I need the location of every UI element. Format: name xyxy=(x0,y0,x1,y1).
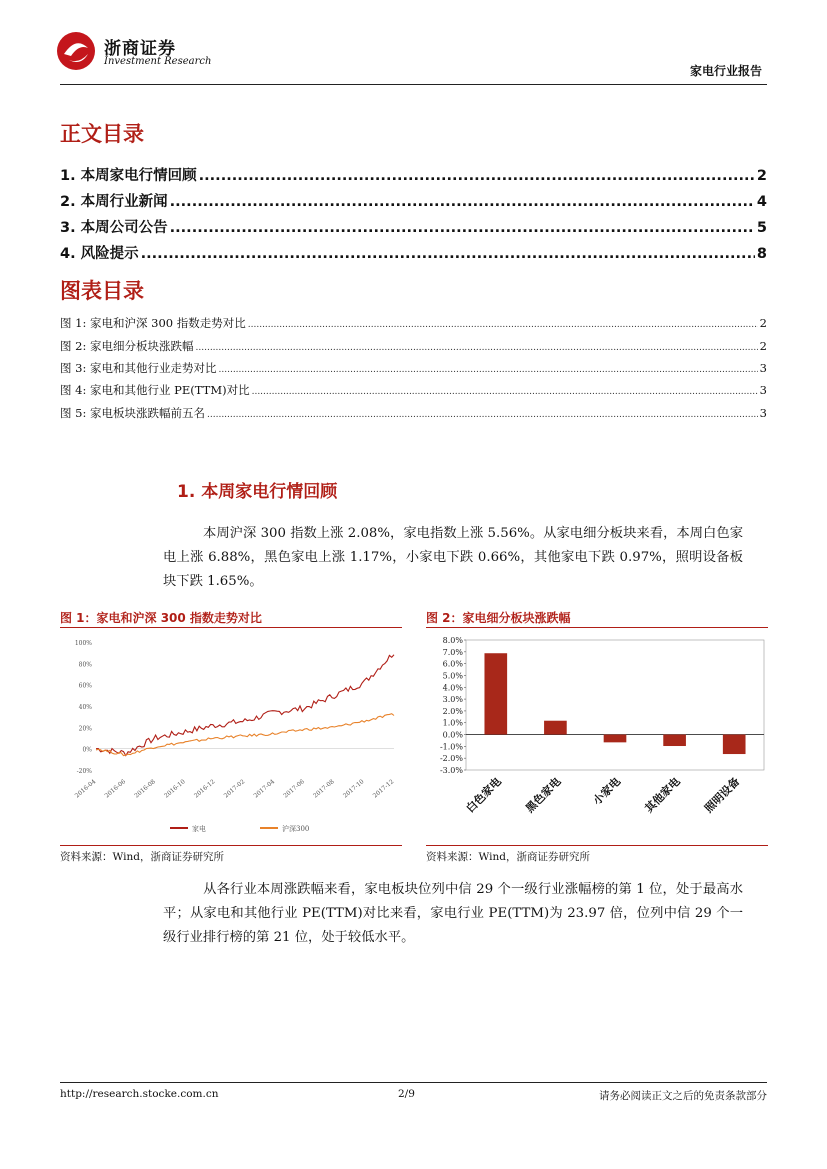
figure2-bottom-rule xyxy=(426,845,768,846)
figure-toc-leader xyxy=(248,320,758,330)
x-tick-label: 2016-04 xyxy=(73,778,98,800)
y-tick-label: 40% xyxy=(78,704,92,711)
x-tick-label: 2017-02 xyxy=(222,778,247,800)
figure-toc-item[interactable] xyxy=(60,315,767,331)
figure-toc-leader xyxy=(207,410,758,420)
paragraph xyxy=(163,522,743,594)
series-line xyxy=(96,714,394,756)
figure-toc-leader xyxy=(252,387,758,397)
y-tick-label: 2.0% xyxy=(442,706,463,716)
header-divider xyxy=(60,84,767,85)
y-tick-label: 8.0% xyxy=(442,636,463,645)
y-tick-label: 7.0% xyxy=(442,647,463,657)
toc-item-label: 4. 风险提示 xyxy=(60,246,139,262)
figure-toc-page: 2 xyxy=(759,339,767,353)
section-heading: 1. 本周家电行情回顾 xyxy=(177,482,338,502)
company-logo-icon xyxy=(55,30,97,72)
x-tick-label: 2017-10 xyxy=(341,778,366,800)
figure2-title-rule xyxy=(426,627,768,628)
toc-item[interactable] xyxy=(60,164,767,185)
paragraph-text: 本周沪深 300 指数上涨 2.08%，家电指数上涨 5.56%。从家电细分板块来看，本周白色家电上涨 6.88%，黑色家电上涨 1.17%，小家电下跌 0.66%，其他家电下跌 0.97%，照明设备板块下跌 1.65%。 xyxy=(163,526,743,589)
bar xyxy=(663,735,686,746)
figure-toc-page: 3 xyxy=(759,406,767,420)
footer-disclaimer: 请务必阅读正文之后的免责条款部分 xyxy=(599,1090,767,1102)
toc-item[interactable] xyxy=(60,242,767,263)
figure-toc-label: 图 1: 家电和沪深 300 指数走势对比 xyxy=(60,316,246,330)
figure-toc-page: 3 xyxy=(759,383,767,397)
category-label: 小家电 xyxy=(590,774,624,808)
bar xyxy=(544,721,567,735)
y-tick-label: 80% xyxy=(78,661,92,669)
category-label: 照明设备 xyxy=(702,774,743,816)
toc-item-page: 2 xyxy=(756,168,767,184)
x-tick-label: 2017-04 xyxy=(252,778,277,800)
y-tick-label: 0.0% xyxy=(442,730,463,740)
toc-leader xyxy=(170,194,755,210)
figure-toc-label: 图 5: 家电板块涨跌幅前五名 xyxy=(60,406,206,420)
figure-toc-leader xyxy=(196,343,758,353)
y-tick-label: 60% xyxy=(78,682,92,690)
legend-label: 沪深300 xyxy=(282,825,310,833)
x-tick-label: 2016-06 xyxy=(103,778,128,800)
toc-item[interactable] xyxy=(60,190,767,211)
figure-toc-item[interactable] xyxy=(60,338,767,354)
x-tick-label: 2017-06 xyxy=(282,778,306,800)
toc-item-page: 8 xyxy=(756,246,767,262)
y-tick-label: 3.0% xyxy=(442,695,463,705)
y-tick-label: -2.0% xyxy=(439,754,463,764)
y-tick-label: -20% xyxy=(76,768,92,775)
y-tick-label: -3.0% xyxy=(439,766,463,775)
y-tick-label: 6.0% xyxy=(442,659,463,669)
toc-item-label: 3. 本周公司公告 xyxy=(60,220,168,236)
y-tick-label: 4.0% xyxy=(442,683,463,693)
logo-english-name: Investment Research xyxy=(104,56,212,67)
figure-toc-page: 3 xyxy=(759,361,767,375)
x-tick-label: 2016-08 xyxy=(133,778,157,800)
series-line xyxy=(96,655,394,756)
report-type: 家电行业报告 xyxy=(689,64,762,78)
y-tick-label: -1.0% xyxy=(439,742,463,752)
footer-url[interactable]: http://research.stocke.com.cn xyxy=(60,1088,219,1100)
logo-chinese-name: 浙商证券 xyxy=(104,39,176,59)
y-tick-label: 20% xyxy=(78,725,92,733)
category-label: 其他家电 xyxy=(642,774,683,816)
toc-leader xyxy=(170,220,755,236)
figure-toc-page: 2 xyxy=(759,316,767,330)
y-tick-label: 5.0% xyxy=(442,671,463,681)
figure2-bar-chart xyxy=(426,632,768,844)
figure1-line-chart xyxy=(60,632,402,844)
figure1-title: 图 1：家电和沪深 300 指数走势对比 xyxy=(60,611,262,625)
toc-item-label: 1. 本周家电行情回顾 xyxy=(60,168,197,184)
paragraph xyxy=(163,878,743,950)
paragraph-text: 从各行业本周涨跌幅来看，家电板块位列中信 29 个一级行业涨幅榜的第 1 位，处于最高水平；从家电和其他行业 PE(TTM)对比来看，家电行业 PE(TTM)为 23.97 倍，位列中信 29 个一级行业排行榜的第 21 位，处于较低水平。 xyxy=(163,882,743,945)
x-tick-label: 2017-08 xyxy=(312,778,336,800)
figure-toc-title: 图表目录 xyxy=(60,279,144,303)
toc-item-label: 2. 本周行业新闻 xyxy=(60,194,168,210)
toc-title: 正文目录 xyxy=(60,122,144,146)
y-tick-label: 100% xyxy=(74,640,92,647)
toc-leader xyxy=(199,168,755,184)
bar xyxy=(604,735,627,743)
plot-frame xyxy=(466,640,764,770)
y-tick-label: 0% xyxy=(82,746,92,754)
figure-toc-item[interactable] xyxy=(60,405,767,421)
figure1-title-rule xyxy=(60,627,402,628)
toc-leader xyxy=(141,246,755,262)
page-number: 2/9 xyxy=(398,1088,415,1100)
bar xyxy=(484,653,507,734)
x-tick-label: 2016-10 xyxy=(163,778,187,800)
figure1-bottom-rule xyxy=(60,845,402,846)
figure-toc-label: 图 3: 家电和其他行业走势对比 xyxy=(60,361,217,375)
category-label: 白色家电 xyxy=(463,774,504,816)
category-label: 黑色家电 xyxy=(523,774,564,816)
legend-label: 家电 xyxy=(192,825,206,833)
figure-toc-item[interactable] xyxy=(60,382,767,398)
x-tick-label: 2016-12 xyxy=(192,778,217,800)
figure2-source: 资料来源：Wind，浙商证券研究所 xyxy=(426,851,590,863)
figure-toc-label: 图 4: 家电和其他行业 PE(TTM)对比 xyxy=(60,383,250,397)
toc-item[interactable] xyxy=(60,216,767,237)
toc-item-page: 5 xyxy=(756,220,767,236)
figure-toc-label: 图 2: 家电细分板块涨跌幅 xyxy=(60,339,194,353)
figure-toc-leader xyxy=(219,365,758,375)
footer-divider xyxy=(60,1082,767,1083)
figure2-title: 图 2：家电细分板块涨跌幅 xyxy=(426,611,571,625)
bar xyxy=(723,735,746,755)
toc-item-page: 4 xyxy=(756,194,767,210)
y-tick-label: 1.0% xyxy=(442,718,463,728)
x-tick-label: 2017-12 xyxy=(371,778,396,800)
figure1-source: 资料来源：Wind，浙商证券研究所 xyxy=(60,851,224,863)
figure-toc-item[interactable] xyxy=(60,360,767,376)
